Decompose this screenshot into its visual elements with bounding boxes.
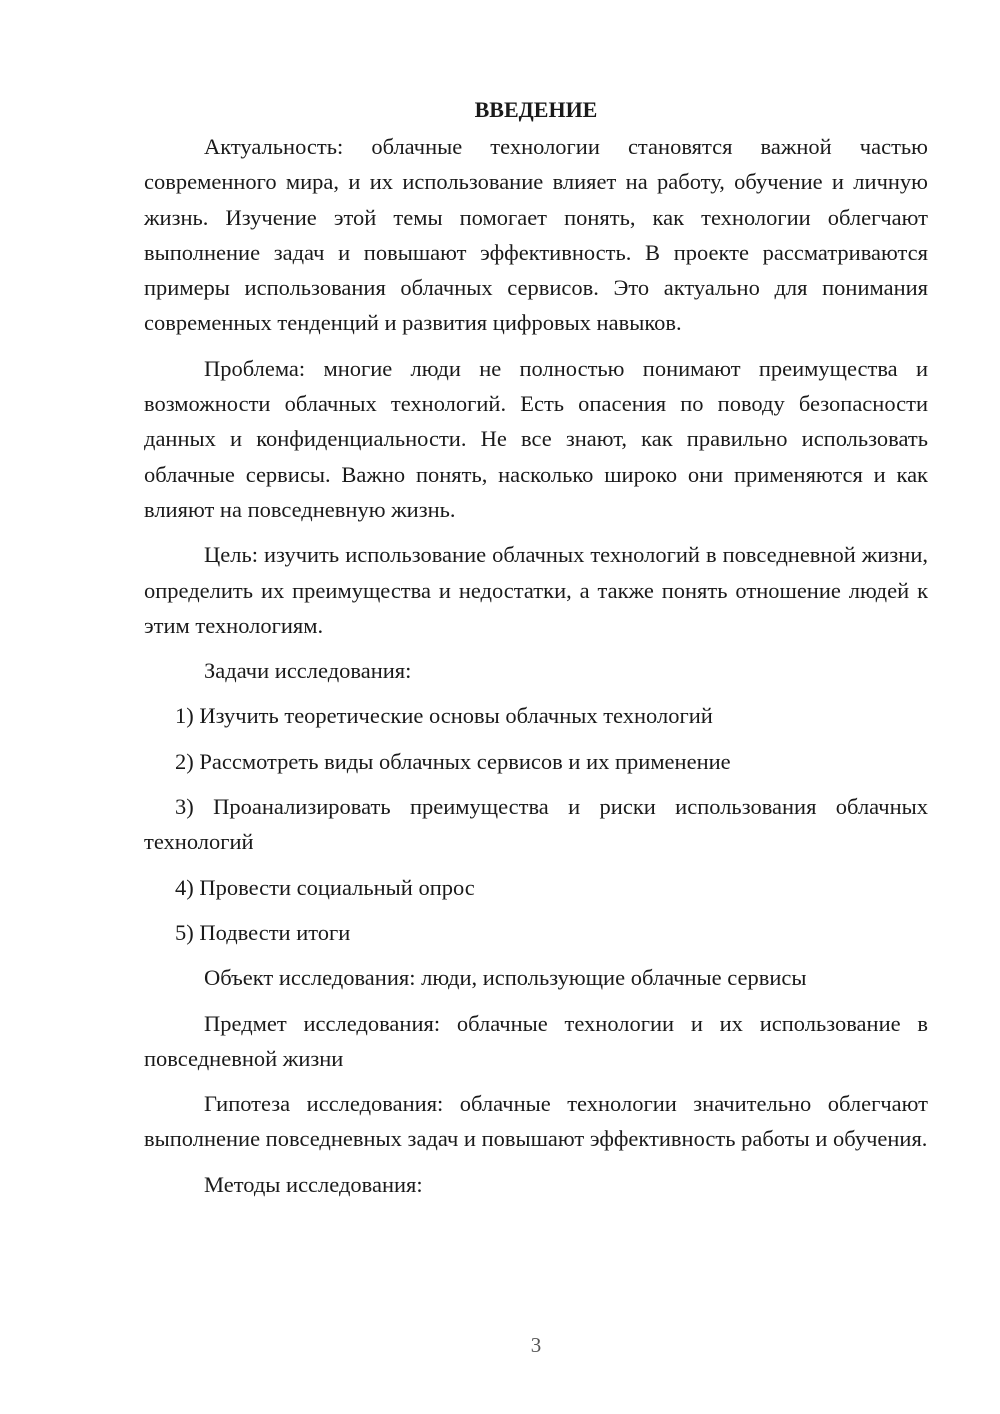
section-title: ВВЕДЕНИЕ: [474, 97, 598, 122]
task-item-4: 4) Провести социальный опрос: [175, 874, 475, 900]
paragraph-subject: Предмет исследования: облачные технологии и их использование в повседневной жизни: [144, 1010, 928, 1071]
paragraph-goal: Цель: изучить использование облачных технологий в повседневной жизни, определить их преимущества и недостатки, а также понять отношение людей к этим технологиям.: [144, 542, 928, 638]
paragraph-object: Объект исследования: люди, использующие облачные сервисы: [204, 965, 807, 991]
task-item-5: 5) Подвести итоги: [175, 919, 351, 945]
page-number: 3: [530, 1333, 542, 1357]
document-page: [144, 92, 928, 1212]
task-item-3: 3) Проанализировать преимущества и риски использования облачных технологий: [144, 794, 928, 855]
task-item-1: 1) Изучить теоретические основы облачных технологий: [175, 703, 713, 729]
paragraph-problem: Проблема: многие люди не полностью понимают преимущества и возможности облачных технологий. Есть опасения по поводу безопасности данных и конфиденциальности. Не все знают, как правильно использовать облачные сервисы. Важно понять, насколько широко они применяются и как влияют на повседневную жизнь.: [144, 355, 928, 522]
methods-heading: Методы исследования:: [204, 1171, 423, 1197]
paragraph-relevance: Актуальность: облачные технологии становятся важной частью современного мира, и их использование влияет на работу, обучение и личную жизнь. Изучение этой темы помогает понять, как технологии облегчают выполнение задач и повышают эффективность. В проекте рассматриваются примеры использования облачных сервисов. Это актуально для понимания современных тенденций и развития цифровых навыков.: [144, 134, 928, 336]
paragraph-hypothesis: Гипотеза исследования: облачные технологии значительно облегчают выполнение повседневных задач и повышают эффективность работы и обучения.: [144, 1091, 928, 1152]
tasks-heading: Задачи исследования:: [204, 658, 412, 684]
task-item-2: 2) Рассмотреть виды облачных сервисов и их применение: [175, 748, 731, 774]
